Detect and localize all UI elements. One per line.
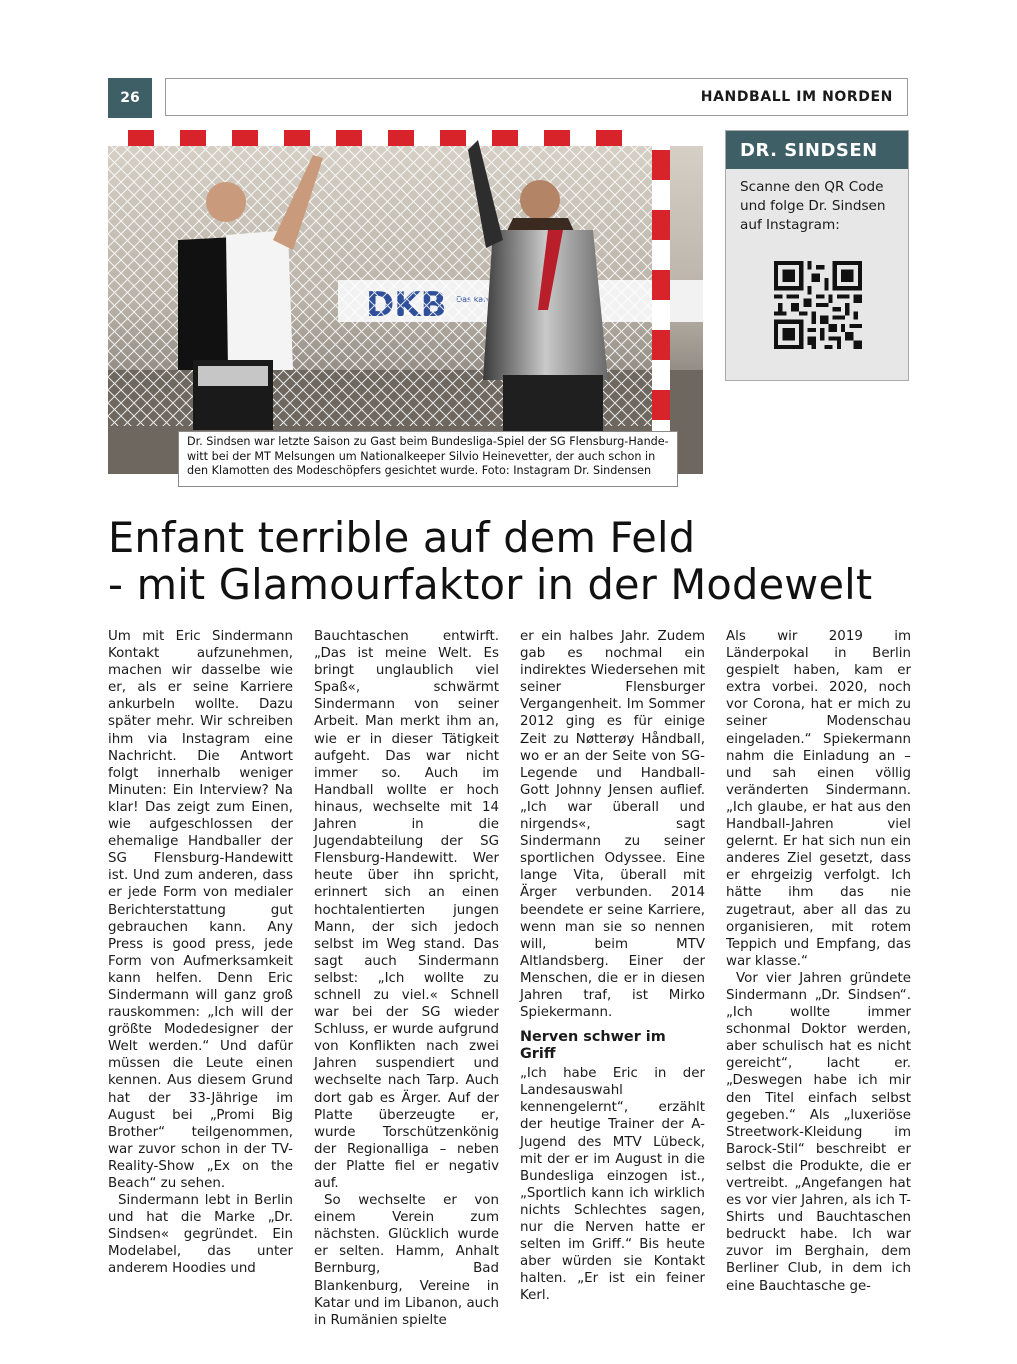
article-photo	[108, 130, 703, 474]
infobox-text: Scanne den QR Code und folge Dr. Sindsen auf Instagram:	[740, 179, 886, 233]
article-column-2	[314, 628, 499, 1328]
infobox-title: DR. SINDSEN	[726, 131, 908, 169]
page-number: 26	[108, 78, 152, 118]
article-column-3	[520, 628, 705, 1304]
paragraph: er ein halbes Jahr. Zudem gab es nochmal ein indirektes Wiedersehen mit seiner Flensburger Vergangenheit. Im Sommer 2012 ging es für einige Zeit zu Nøtterøy Håndball, wo er an der Seite von SG-Legende und Handball-Gott Johnny Jensen auflief. „Ich war überall und nirgends«, sagt Sindermann zu seiner sportlichen Odyssee. Eine lange Vita, überall mit Ärger verbunden. 2014 beendete er seine Karriere, wenn man sie so nennen will, beim MTV Altlandsberg. Einer der Menschen, die er in diesen Jahren traf, ist Mirko Spiekermann.	[520, 629, 705, 1021]
paragraph: Bauchtaschen entwirft. „Das ist meine Welt. Es bringt unglaublich viel Spaß«, schwärmt Sindermann von seiner Arbeit. Man merkt ihm an, wie er in dieser Tätigkeit aufgeht. Das war nicht immer so. Auch im Handball wollte er hoch hinaus, wechselte mit 14 Jahren in die Jugendabteilung der SG Flensburg-Handewitt. Wer heute über ihn spricht, erinnert sich an einen hochtalentierten jungen Mann, der sich jedoch selbst im Weg stand. Das sagt auch Sindermann selbst: „Ich wollte zu schnell zu viel.« Schnell war bei der SG wieder Schluss, er wurde aufgrund von Konflikten nach zwei Jahren suspendiert und wechselte nach Tarp. Auch dort gab es Ärger. Auf der Platte überzeugte er, wurde Torschützenkönig der Regionalliga – neben der Platte fiel er negativ auf.	[314, 629, 499, 1191]
section-header	[165, 78, 908, 116]
subheading: Nerven schwer im Griff	[520, 1029, 666, 1063]
photo-caption: Dr. Sindsen war letzte Saison zu Gast beim Bundesliga-Spiel der SG Flensburg-Hande- witt bei der MT Melsungen um Nationalkeeper Silvio Heinevetter, der auch schon in den Klamotten des Modeschöpfers gesichtet wurde. Foto: Instagram Dr. Sindensen	[178, 431, 678, 487]
paragraph: Sindermann lebt in Berlin und hat die Marke „Dr. Sindsen« gegründet. Ein Modelabel, das unter anderem Hoodies und	[108, 1193, 293, 1277]
paragraph: Vor vier Jahren gründete Sindermann „Dr. Sindsen“. „Ich wollte immer schonmal Doktor werden, aber schulisch hat es nicht gereicht“, lacht er. „Deswegen habe ich mir den Titel einfach selbst gegeben.“ Als „luxeriöse Streetwork-Kleidung im Barock-Stil“ beschreibt er selbst die Produkte, die er vertreibt. „Angefangen hat es vor vier Jahren, als ich T-Shirts und Bauchtaschen bedruckt habe. Ich war zuvor im Berghain, dem Berliner Club, in dem ich eine Bauchtasche ge-	[726, 970, 911, 1294]
section-title: HANDBALL IM NORDEN	[700, 89, 893, 105]
paragraph: So wechselte er von einem Verein zum nächsten. Glücklich wurde er selten. Hamm, Anhalt Bernburg, Bad Blankenburg, Vereine in Katar und im Libanon, auch in Rumänien spielte	[314, 1193, 499, 1328]
instagram-infobox	[725, 130, 909, 381]
photo-illustration	[108, 130, 703, 474]
paragraph: Als wir 2019 im Länderpokal in Berlin gespielt haben, kam er extra vorbei. 2020, noch vor Corona, hat er mich zu seiner Modenschau eingeladen.“ Spiekermann nahm die Einladung an – und sah einen völlig veränderten Sindermann. „Ich glaube, er hat aus den Handball-Jahren viel gelernt. Er hat sich nun ein anderes Ziel gesetzt, dass er ehrgeizig verfolgt. Ich hätte ihm das nie zugetraut, aber all das zu organisieren, mit rotem Teppich und Empfang, das war klasse.“	[726, 629, 911, 969]
article-column-4	[726, 628, 911, 1294]
paragraph: „Ich habe Eric in der Landesauswahl kennengelernt“, erzählt der heutige Trainer der A-Jugend des MTV Lübeck, mit der er im August in die Bundesliga einzogen ist., „Sportlich kann ich wirklich nichts Schlechtes sagen, nur die Nerven hatte er selten im Griff.“ Bis heute aber würden sie Kontakt halten. „Er ist ein feiner Kerl.	[520, 1066, 705, 1304]
paragraph: Um mit Eric Sindermann Kontakt aufzunehmen, machen wir dasselbe wie er, als er seine Karriere ankurbeln wollte. Dazu später mehr. Wir schreiben ihm via Instagram eine Nachricht. Die Antwort folgt innerhalb weniger Minuten: Ein Interview? Na klar! Das zeigt zum Einen, wie aufgeschlossen der ehemalige Handballer der SG Flensburg-Handewitt ist. Und zum anderen, dass er jede Form von medialer Berichterstattung gut gebrauchen kann. Any Press is good press, jede Form von Aufmerksamkeit kann helfen. Denn Eric Sindermann will ganz groß rauskommen: „Ich will der größte Modedesigner der Welt werden.“ Und dafür müssen die Leute einen kennen. Aus diesem Grund hat der 33-Jährige im August bei „Promi Big Brother“ teilgenommen, war zuvor schon in der TV-Reality-Show „Ex on the Beach“ zu sehen.	[108, 629, 293, 1191]
article-headline: Enfant terrible auf dem Feld - mit Glamourfaktor in der Modewelt	[108, 513, 873, 609]
article-column-1	[108, 628, 293, 1288]
qr-code-icon[interactable]	[774, 261, 862, 349]
